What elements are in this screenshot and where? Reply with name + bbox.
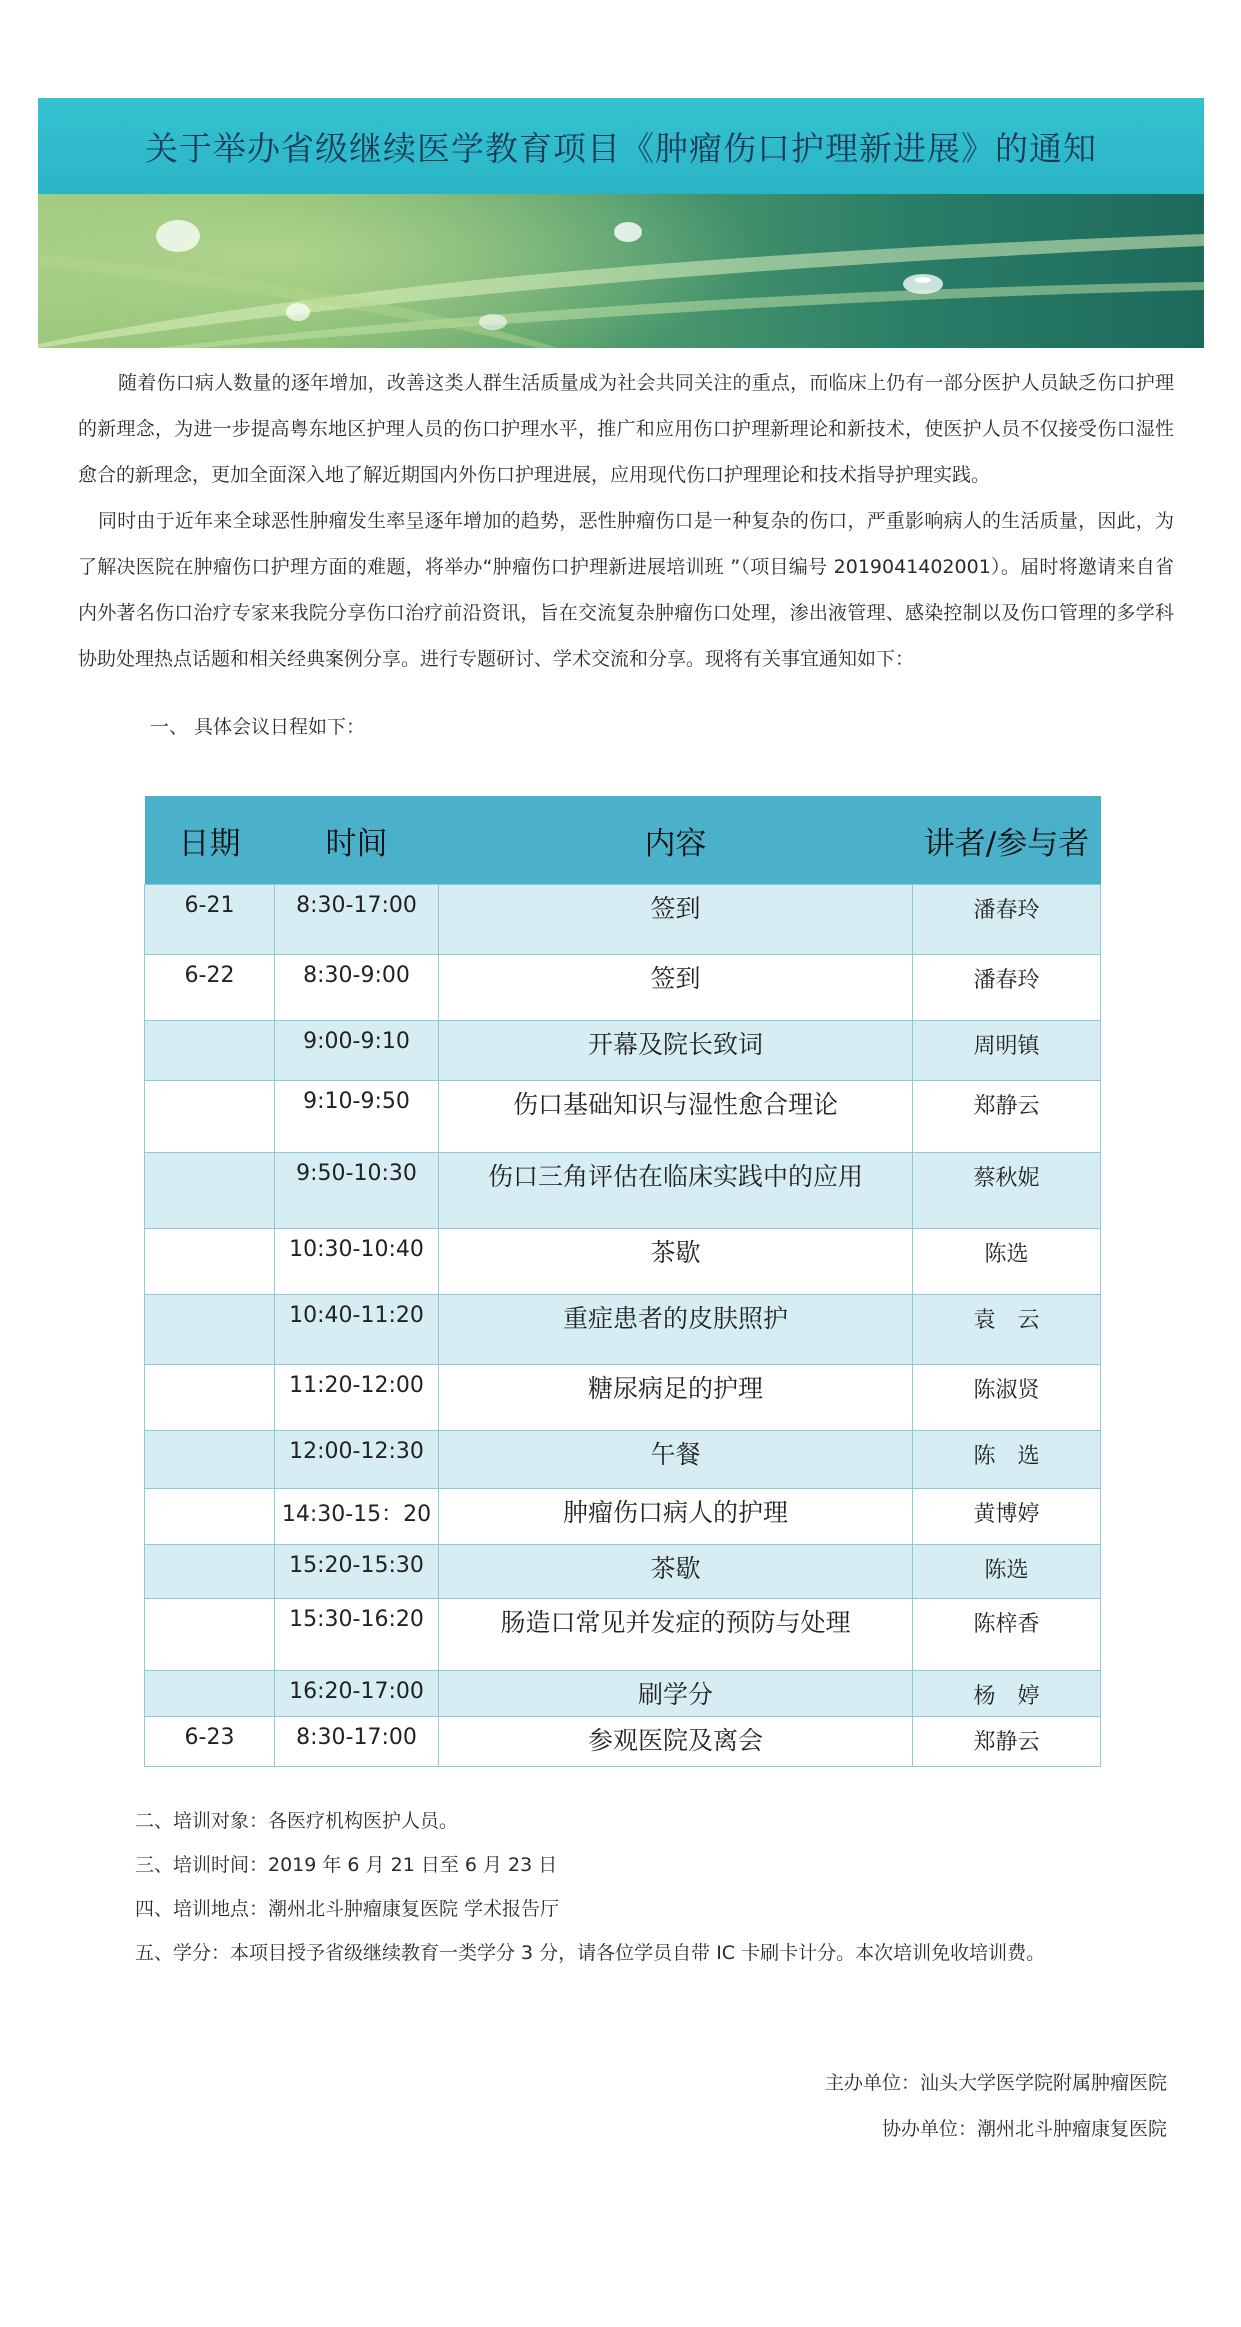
cell-speaker: 潘春玲: [913, 885, 1101, 955]
table-row: [145, 1021, 1101, 1081]
header-speaker: 讲者/参与者: [913, 796, 1101, 885]
section-1-heading: 一、 具体会议日程如下：: [150, 716, 366, 738]
cell-content: 签到: [439, 955, 913, 1021]
cell-content: 开幕及院长致词: [439, 1021, 913, 1081]
cell-content: 糖尿病足的护理: [439, 1365, 913, 1431]
grass-dew-illustration: [38, 194, 1204, 348]
cell-time: 9:50-10:30: [275, 1153, 439, 1229]
cell-content: 刷学分: [439, 1671, 913, 1717]
co-host-organizer: 协办单位：潮州北斗肿瘤康复医院: [881, 2118, 1167, 2140]
cell-time: 10:30-10:40: [275, 1229, 439, 1295]
cell-speaker: 郑静云: [913, 1717, 1101, 1767]
cell-speaker: 陈选: [913, 1229, 1101, 1295]
cell-date: [145, 1081, 275, 1153]
cell-date: [145, 1229, 275, 1295]
cell-date: [145, 1431, 275, 1489]
header-date: 日期: [145, 796, 275, 885]
cell-content: 茶歇: [439, 1545, 913, 1599]
cell-time: 8:30-17:00: [275, 885, 439, 955]
cell-speaker: 潘春玲: [913, 955, 1101, 1021]
table-row: [145, 1153, 1101, 1229]
table-row: [145, 1489, 1101, 1545]
cell-speaker: 郑静云: [913, 1081, 1101, 1153]
page-title: 关于举办省级继续医学教育项目《肿瘤伤口护理新进展》的通知: [145, 128, 1097, 168]
table-row: [145, 1545, 1101, 1599]
training-credits: 五、学分：本项目授予省级继续教育一类学分 3 分，请各位学员自带 IC 卡刷卡计分。本次培训免收培训费。: [135, 1942, 1046, 1964]
header-content: 内容: [439, 796, 913, 885]
cell-time: 15:20-15:30: [275, 1545, 439, 1599]
cell-speaker: 陈选: [913, 1545, 1101, 1599]
cell-speaker: 陈梓香: [913, 1599, 1101, 1671]
cell-date: [145, 1153, 275, 1229]
cell-time: 15:30-16:20: [275, 1599, 439, 1671]
cell-date: 6-21: [145, 885, 275, 955]
cell-date: 6-23: [145, 1717, 275, 1767]
cell-content: 伤口三角评估在临床实践中的应用: [439, 1153, 913, 1229]
cell-time: 8:30-17:00: [275, 1717, 439, 1767]
table-row: [145, 1717, 1101, 1767]
header-bar: [38, 98, 1204, 194]
host-organizer: 主办单位：汕头大学医学院附属肿瘤医院: [824, 2072, 1167, 2094]
cell-content: 午餐: [439, 1431, 913, 1489]
cell-time: 8:30-9:00: [275, 955, 439, 1021]
table-row: [145, 1599, 1101, 1671]
table-row: [145, 1671, 1101, 1717]
cell-date: [145, 1295, 275, 1365]
cell-date: [145, 1365, 275, 1431]
cell-speaker: 蔡秋妮: [913, 1153, 1101, 1229]
table-row: [145, 1295, 1101, 1365]
cell-time: 16:20-17:00: [275, 1671, 439, 1717]
schedule-table: [144, 796, 1101, 1767]
table-row: [145, 885, 1101, 955]
cell-time: 12:00-12:30: [275, 1431, 439, 1489]
cell-date: 6-22: [145, 955, 275, 1021]
banner-image: [38, 194, 1204, 348]
cell-date: [145, 1671, 275, 1717]
cell-date: [145, 1545, 275, 1599]
table-row: [145, 1431, 1101, 1489]
table-row: [145, 1365, 1101, 1431]
cell-date: [145, 1599, 275, 1671]
cell-time: 10:40-11:20: [275, 1295, 439, 1365]
cell-speaker: 黄博婷: [913, 1489, 1101, 1545]
table-row: [145, 955, 1101, 1021]
cell-content: 茶歇: [439, 1229, 913, 1295]
cell-time: 9:00-9:10: [275, 1021, 439, 1081]
training-time: 三、培训时间：2019 年 6 月 21 日至 6 月 23 日: [135, 1854, 558, 1876]
cell-time: 11:20-12:00: [275, 1365, 439, 1431]
cell-date: [145, 1489, 275, 1545]
cell-content: 签到: [439, 885, 913, 955]
table-row: [145, 1081, 1101, 1153]
cell-speaker: 杨 婷: [913, 1671, 1101, 1717]
cell-speaker: 周明镇: [913, 1021, 1101, 1081]
cell-time: 14:30-15：20: [275, 1489, 439, 1545]
cell-speaker: 陈淑贤: [913, 1365, 1101, 1431]
cell-time: 9:10-9:50: [275, 1081, 439, 1153]
cell-content: 肿瘤伤口病人的护理: [439, 1489, 913, 1545]
cell-speaker: 陈 选: [913, 1431, 1101, 1489]
cell-content: 参观医院及离会: [439, 1717, 913, 1767]
schedule-header-row: [145, 796, 1101, 885]
table-row: [145, 1229, 1101, 1295]
training-location: 四、培训地点：潮州北斗肿瘤康复医院 学术报告厅: [135, 1898, 560, 1920]
cell-speaker: 袁 云: [913, 1295, 1101, 1365]
intro-paragraph-1: 随着伤口病人数量的逐年增加，改善这类人群生活质量成为社会共同关注的重点，而临床上仍有一部分医护人员缺乏伤口护理的新理念，为进一步提高粤东地区护理人员的伤口护理水平，推广和应用伤口护理新理论和新技术，使医护人员不仅接受伤口湿性愈合的新理念，更加全面深入地了解近期国内外伤口护理进展，应用现代伤口护理理论和技术指导护理实践。: [78, 372, 1174, 486]
intro-paragraph-2: 同时由于近年来全球恶性肿瘤发生率呈逐年增加的趋势，恶性肿瘤伤口是一种复杂的伤口，严重影响病人的生活质量，因此，为了解决医院在肿瘤伤口护理方面的难题，将举办“肿瘤伤口护理新进展培训班 ”（项目编号 2019041402001）。届时将邀请来自省内外著名伤口治疗专家来我院分享伤口治疗前沿资讯，旨在交流复杂肿瘤伤口处理，渗出液管理、感染控制以及伤口管理的多学科协助处理热点话题和相关经典案例分享。进行专题研讨、学术交流和分享。现将有关事宜通知如下：: [78, 510, 1174, 670]
cell-content: 伤口基础知识与湿性愈合理论: [439, 1081, 913, 1153]
header-time: 时间: [275, 796, 439, 885]
cell-content: 肠造口常见并发症的预防与处理: [439, 1599, 913, 1671]
cell-content: 重症患者的皮肤照护: [439, 1295, 913, 1365]
cell-date: [145, 1021, 275, 1081]
training-audience: 二、培训对象：各医疗机构医护人员。: [135, 1810, 459, 1832]
